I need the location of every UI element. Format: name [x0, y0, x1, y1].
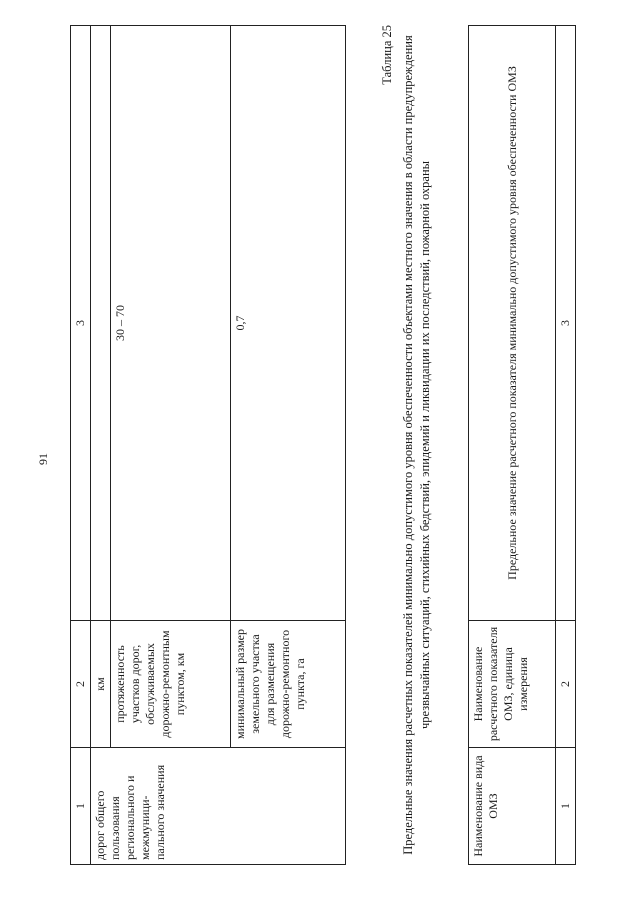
- column-number-row: [71, 26, 91, 865]
- header-row: [469, 26, 556, 865]
- top-table: [70, 25, 346, 865]
- table-row: [111, 26, 231, 865]
- cell-land-size-label: минимальный размер земельного участка для размещения дорожно-ремонтного пункта, га: [231, 621, 346, 748]
- header-limit-value: Предельное значение расчетного показателя минимально допустимого уровня обеспеченности ОМЗ: [469, 26, 556, 621]
- bottom-table: [468, 25, 576, 865]
- table-caption: Предельные значения расчетных показателей минимально допустимого уровня обеспеченности объектами местного значения в области предупреждения чрезвычайных ситуаций, стихийных бедствий, эпидемий и ликвидации их последствий, пожарной охраны: [401, 35, 432, 855]
- cell-empty: [91, 26, 111, 621]
- col-number-2: 2: [71, 621, 91, 748]
- header-indicator-name: Наименование расчетного показателя ОМЗ, единица измерения: [469, 621, 556, 748]
- cell-land-size-value: 0,7: [231, 26, 346, 621]
- cell-unit: км: [91, 621, 111, 748]
- col-number-1: 1: [71, 748, 91, 865]
- table-number: Таблица 25: [380, 25, 394, 85]
- col-number-1: 1: [556, 748, 576, 865]
- table-row: [91, 26, 111, 865]
- cell-road-length-value: 30 – 70: [111, 26, 231, 621]
- column-number-row: [556, 26, 576, 865]
- table-row: [231, 26, 346, 865]
- header-omz-type: Наименование вида ОМЗ: [469, 748, 556, 865]
- col-number-3: 3: [71, 26, 91, 621]
- cell-road-length-label: протяженность участков дорог, обслуживаемых дорожно-ремонтным пунктом, км: [111, 621, 231, 748]
- col-number-3: 3: [556, 26, 576, 621]
- col-number-2: 2: [556, 621, 576, 748]
- page-number: 91: [36, 453, 50, 465]
- cell-road-type: дорог общего пользования регионального и межмуници-пального значения: [91, 748, 346, 865]
